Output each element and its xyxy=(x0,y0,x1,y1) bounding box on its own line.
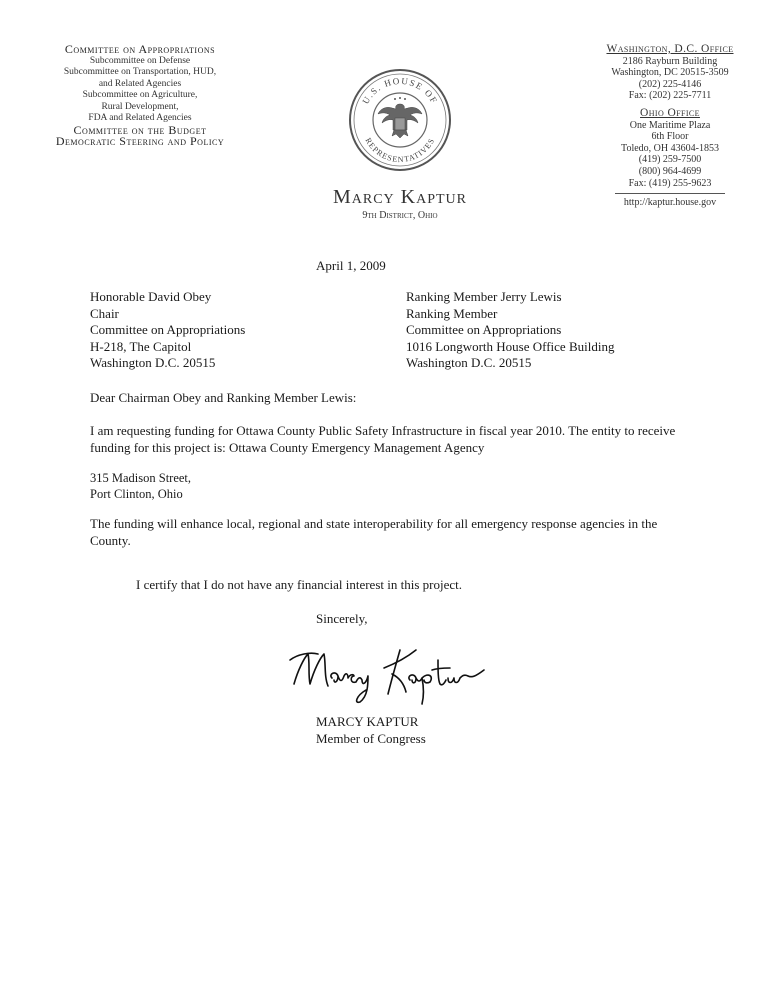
signature-block xyxy=(316,714,426,747)
seal-top-text: U.S. HOUSE OF xyxy=(360,75,440,106)
divider xyxy=(615,193,725,194)
subcommittee-agriculture-cont2: FDA and Related Agencies xyxy=(88,113,192,123)
salutation: Dear Chairman Obey and Ranking Member Lewis: xyxy=(90,390,357,405)
closing: Sincerely, xyxy=(316,611,368,626)
ohio-office-line: One Maritime Plaza xyxy=(629,119,711,131)
house-seal-icon xyxy=(348,68,452,172)
recipient-line: Ranking Member xyxy=(406,305,498,321)
recipient-line: H-218, The Capitol xyxy=(90,338,192,354)
recipient-line: Committee on Appropriations xyxy=(406,322,562,338)
ohio-office-fax: Fax: (419) 255-9623 xyxy=(628,177,712,189)
committee-list xyxy=(30,44,250,148)
member-header xyxy=(300,186,500,221)
svg-text:REPRESENTATIVES xyxy=(364,136,437,164)
svg-text:U.S. HOUSE OF xyxy=(360,76,439,106)
entity-address-line: Port Clinton, Ohio xyxy=(90,487,183,501)
certification-statement: I certify that I do not have any financial interest in this project. xyxy=(136,577,462,592)
dc-office-header: Washington, D.C. Office xyxy=(606,43,734,55)
dc-office-line: Washington, DC 20515-3509 xyxy=(611,67,729,79)
signature-image xyxy=(288,640,518,708)
recipient-left xyxy=(90,289,390,372)
entity-address xyxy=(90,470,191,502)
website-url: http://kaptur.house.gov xyxy=(623,197,717,209)
recipient-line: Honorable David Obey xyxy=(90,289,212,304)
ohio-office-line: Toledo, OH 43604-1853 xyxy=(621,142,719,154)
ohio-office-phone: (800) 964-4699 xyxy=(638,165,702,177)
letter-date: April 1, 2009 xyxy=(316,258,386,273)
dc-office-fax: Fax: (202) 225-7711 xyxy=(628,90,712,102)
democratic-steering: Democratic Steering and Policy xyxy=(55,134,225,148)
member-district: 9th District, Ohio xyxy=(362,210,438,221)
dc-office-phone: (202) 225-4146 xyxy=(638,78,702,90)
funding-request-paragraph: I am requesting funding for Ottawa County Public Safety Infrastructure in fiscal year 2010. The entity to receive funding for this project is: Ottawa County Emergency Management Agency xyxy=(90,423,676,455)
signer-name: MARCY KAPTUR xyxy=(316,714,419,729)
subcommittee-transportation: Subcommittee on Transportation, HUD, xyxy=(63,67,217,77)
office-addresses xyxy=(585,44,755,209)
entity-address-line: 315 Madison Street, xyxy=(90,471,192,485)
recipient-line: Washington D.C. 20515 xyxy=(406,355,532,371)
dc-office-line: 2186 Rayburn Building xyxy=(622,55,718,67)
member-name: Marcy Kaptur xyxy=(332,186,468,208)
subcommittee-agriculture: Subcommittee on Agriculture, xyxy=(82,90,198,100)
recipient-line: 1016 Longworth House Office Building xyxy=(406,338,615,354)
ohio-office-line: 6th Floor xyxy=(651,131,689,143)
recipient-line: Ranking Member Jerry Lewis xyxy=(406,289,562,304)
recipient-line: Committee on Appropriations xyxy=(90,322,246,338)
recipient-line: Chair xyxy=(90,305,119,321)
ohio-office-header: Ohio Office xyxy=(640,106,700,119)
funding-purpose-paragraph: The funding will enhance local, regional and state interoperability for all emergency response agencies in the County. xyxy=(90,516,658,548)
recipient-line: Washington D.C. 20515 xyxy=(90,355,216,371)
committee-appropriations: Committee on Appropriations xyxy=(64,42,216,56)
signer-title: Member of Congress xyxy=(316,730,426,746)
committee-budget: Committee on the Budget xyxy=(73,122,207,137)
recipient-right xyxy=(406,289,726,372)
subcommittee-agriculture-cont1: Rural Development, xyxy=(101,101,179,112)
subcommittee-transportation-cont: and Related Agencies xyxy=(98,78,182,89)
seal-bottom-text: REPRESENTATIVES xyxy=(363,136,437,165)
subcommittee-defense: Subcommittee on Defense xyxy=(89,55,191,66)
ohio-office-phone: (419) 259-7500 xyxy=(638,154,702,166)
